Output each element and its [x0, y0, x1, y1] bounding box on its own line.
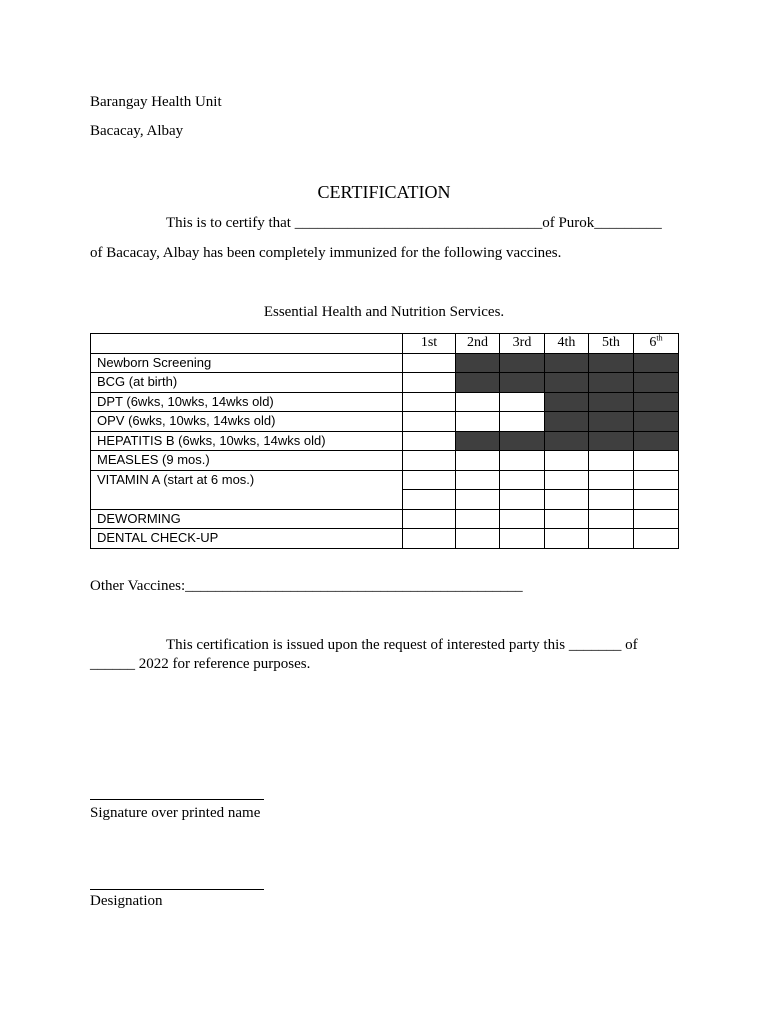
dose-cell — [634, 490, 679, 510]
vaccine-label: HEPATITIS B (6wks, 10wks, 14wks old) — [91, 431, 403, 451]
vaccine-label: MEASLES (9 mos.) — [91, 451, 403, 471]
shaded-cell — [634, 412, 679, 432]
dose-cell — [403, 412, 456, 432]
immunization-table — [90, 333, 679, 549]
shaded-cell — [545, 431, 589, 451]
dose-cell — [403, 353, 456, 373]
shaded-cell — [545, 373, 589, 393]
dose-cell — [456, 529, 500, 549]
shaded-cell — [545, 392, 589, 412]
table-row — [91, 431, 679, 451]
vaccine-label: Newborn Screening — [91, 353, 403, 373]
vaccine-label: VITAMIN A (start at 6 mos.) — [91, 470, 403, 509]
dose-cell — [403, 509, 456, 529]
dose-cell — [589, 509, 634, 529]
shaded-cell — [634, 373, 679, 393]
dose-header: 5th — [589, 334, 634, 354]
dose-cell — [500, 490, 545, 510]
shaded-cell — [545, 412, 589, 432]
dose-cell — [545, 490, 589, 510]
shaded-cell — [589, 373, 634, 393]
table-row — [91, 392, 679, 412]
shaded-cell — [634, 392, 679, 412]
dose-header: 4th — [545, 334, 589, 354]
table-row — [91, 529, 679, 549]
dose-cell — [545, 470, 589, 490]
table-row — [91, 373, 679, 393]
dose-cell — [500, 412, 545, 432]
dose-cell — [545, 451, 589, 471]
table-row — [91, 412, 679, 432]
designation-label: Designation — [90, 893, 163, 909]
dose-header: 1st — [403, 334, 456, 354]
shaded-cell — [589, 353, 634, 373]
dose-cell — [500, 509, 545, 529]
dose-cell — [545, 509, 589, 529]
table-caption: Essential Health and Nutrition Services. — [263, 304, 505, 320]
document-title: CERTIFICATION — [317, 182, 451, 202]
dose-cell — [403, 431, 456, 451]
dose-cell — [589, 490, 634, 510]
shaded-cell — [634, 353, 679, 373]
dose-cell — [456, 470, 500, 490]
shaded-cell — [589, 392, 634, 412]
vaccine-label: DENTAL CHECK-UP — [91, 529, 403, 549]
table-row — [91, 509, 679, 529]
table-row — [91, 451, 679, 471]
header-blank-cell — [91, 334, 403, 354]
table-row — [91, 470, 679, 490]
shaded-cell — [456, 373, 500, 393]
request-line-2: ______ 2022 for reference purposes. — [90, 656, 311, 672]
dose-cell — [589, 470, 634, 490]
office-location: Bacacay, Albay — [90, 123, 184, 139]
dose-cell — [500, 470, 545, 490]
dose-cell — [500, 451, 545, 471]
table-header-row — [91, 334, 679, 354]
dose-cell — [456, 490, 500, 510]
vaccine-label: BCG (at birth) — [91, 373, 403, 393]
dose-cell — [403, 392, 456, 412]
dose-header: 6th — [634, 334, 679, 354]
shaded-cell — [456, 353, 500, 373]
shaded-cell — [500, 373, 545, 393]
dose-cell — [634, 451, 679, 471]
request-line-1: This certification is issued upon the request of interested party this _______ of — [166, 637, 638, 653]
dose-cell — [500, 529, 545, 549]
dose-cell — [456, 392, 500, 412]
dose-cell — [634, 509, 679, 529]
shaded-cell — [589, 412, 634, 432]
dose-cell — [403, 373, 456, 393]
dose-cell — [634, 529, 679, 549]
dose-header: 2nd — [456, 334, 500, 354]
shaded-cell — [456, 431, 500, 451]
dose-cell — [456, 412, 500, 432]
dose-cell — [456, 509, 500, 529]
shaded-cell — [500, 431, 545, 451]
vaccine-label: OPV (6wks, 10wks, 14wks old) — [91, 412, 403, 432]
shaded-cell — [589, 431, 634, 451]
vaccine-label: DPT (6wks, 10wks, 14wks old) — [91, 392, 403, 412]
certify-line: This is to certify that _________________________________of Purok_________ — [166, 215, 662, 231]
other-vaccines-field: Other Vaccines:_____________________________________________ — [90, 578, 523, 594]
dose-cell — [545, 529, 589, 549]
dose-cell — [403, 470, 456, 490]
designation-line — [90, 889, 264, 890]
shaded-cell — [500, 353, 545, 373]
dose-header: 3rd — [500, 334, 545, 354]
signature-label: Signature over printed name — [90, 805, 261, 821]
immunized-line: of Bacacay, Albay has been completely immunized for the following vaccines. — [90, 245, 562, 261]
dose-cell — [589, 529, 634, 549]
signature-line — [90, 799, 264, 800]
vaccine-label: DEWORMING — [91, 509, 403, 529]
office-name: Barangay Health Unit — [90, 94, 222, 110]
shaded-cell — [545, 353, 589, 373]
table-row — [91, 353, 679, 373]
dose-cell — [500, 392, 545, 412]
dose-cell — [456, 451, 500, 471]
shaded-cell — [634, 431, 679, 451]
dose-cell — [634, 470, 679, 490]
dose-cell — [403, 529, 456, 549]
dose-cell — [403, 490, 456, 510]
dose-cell — [403, 451, 456, 471]
dose-cell — [589, 451, 634, 471]
